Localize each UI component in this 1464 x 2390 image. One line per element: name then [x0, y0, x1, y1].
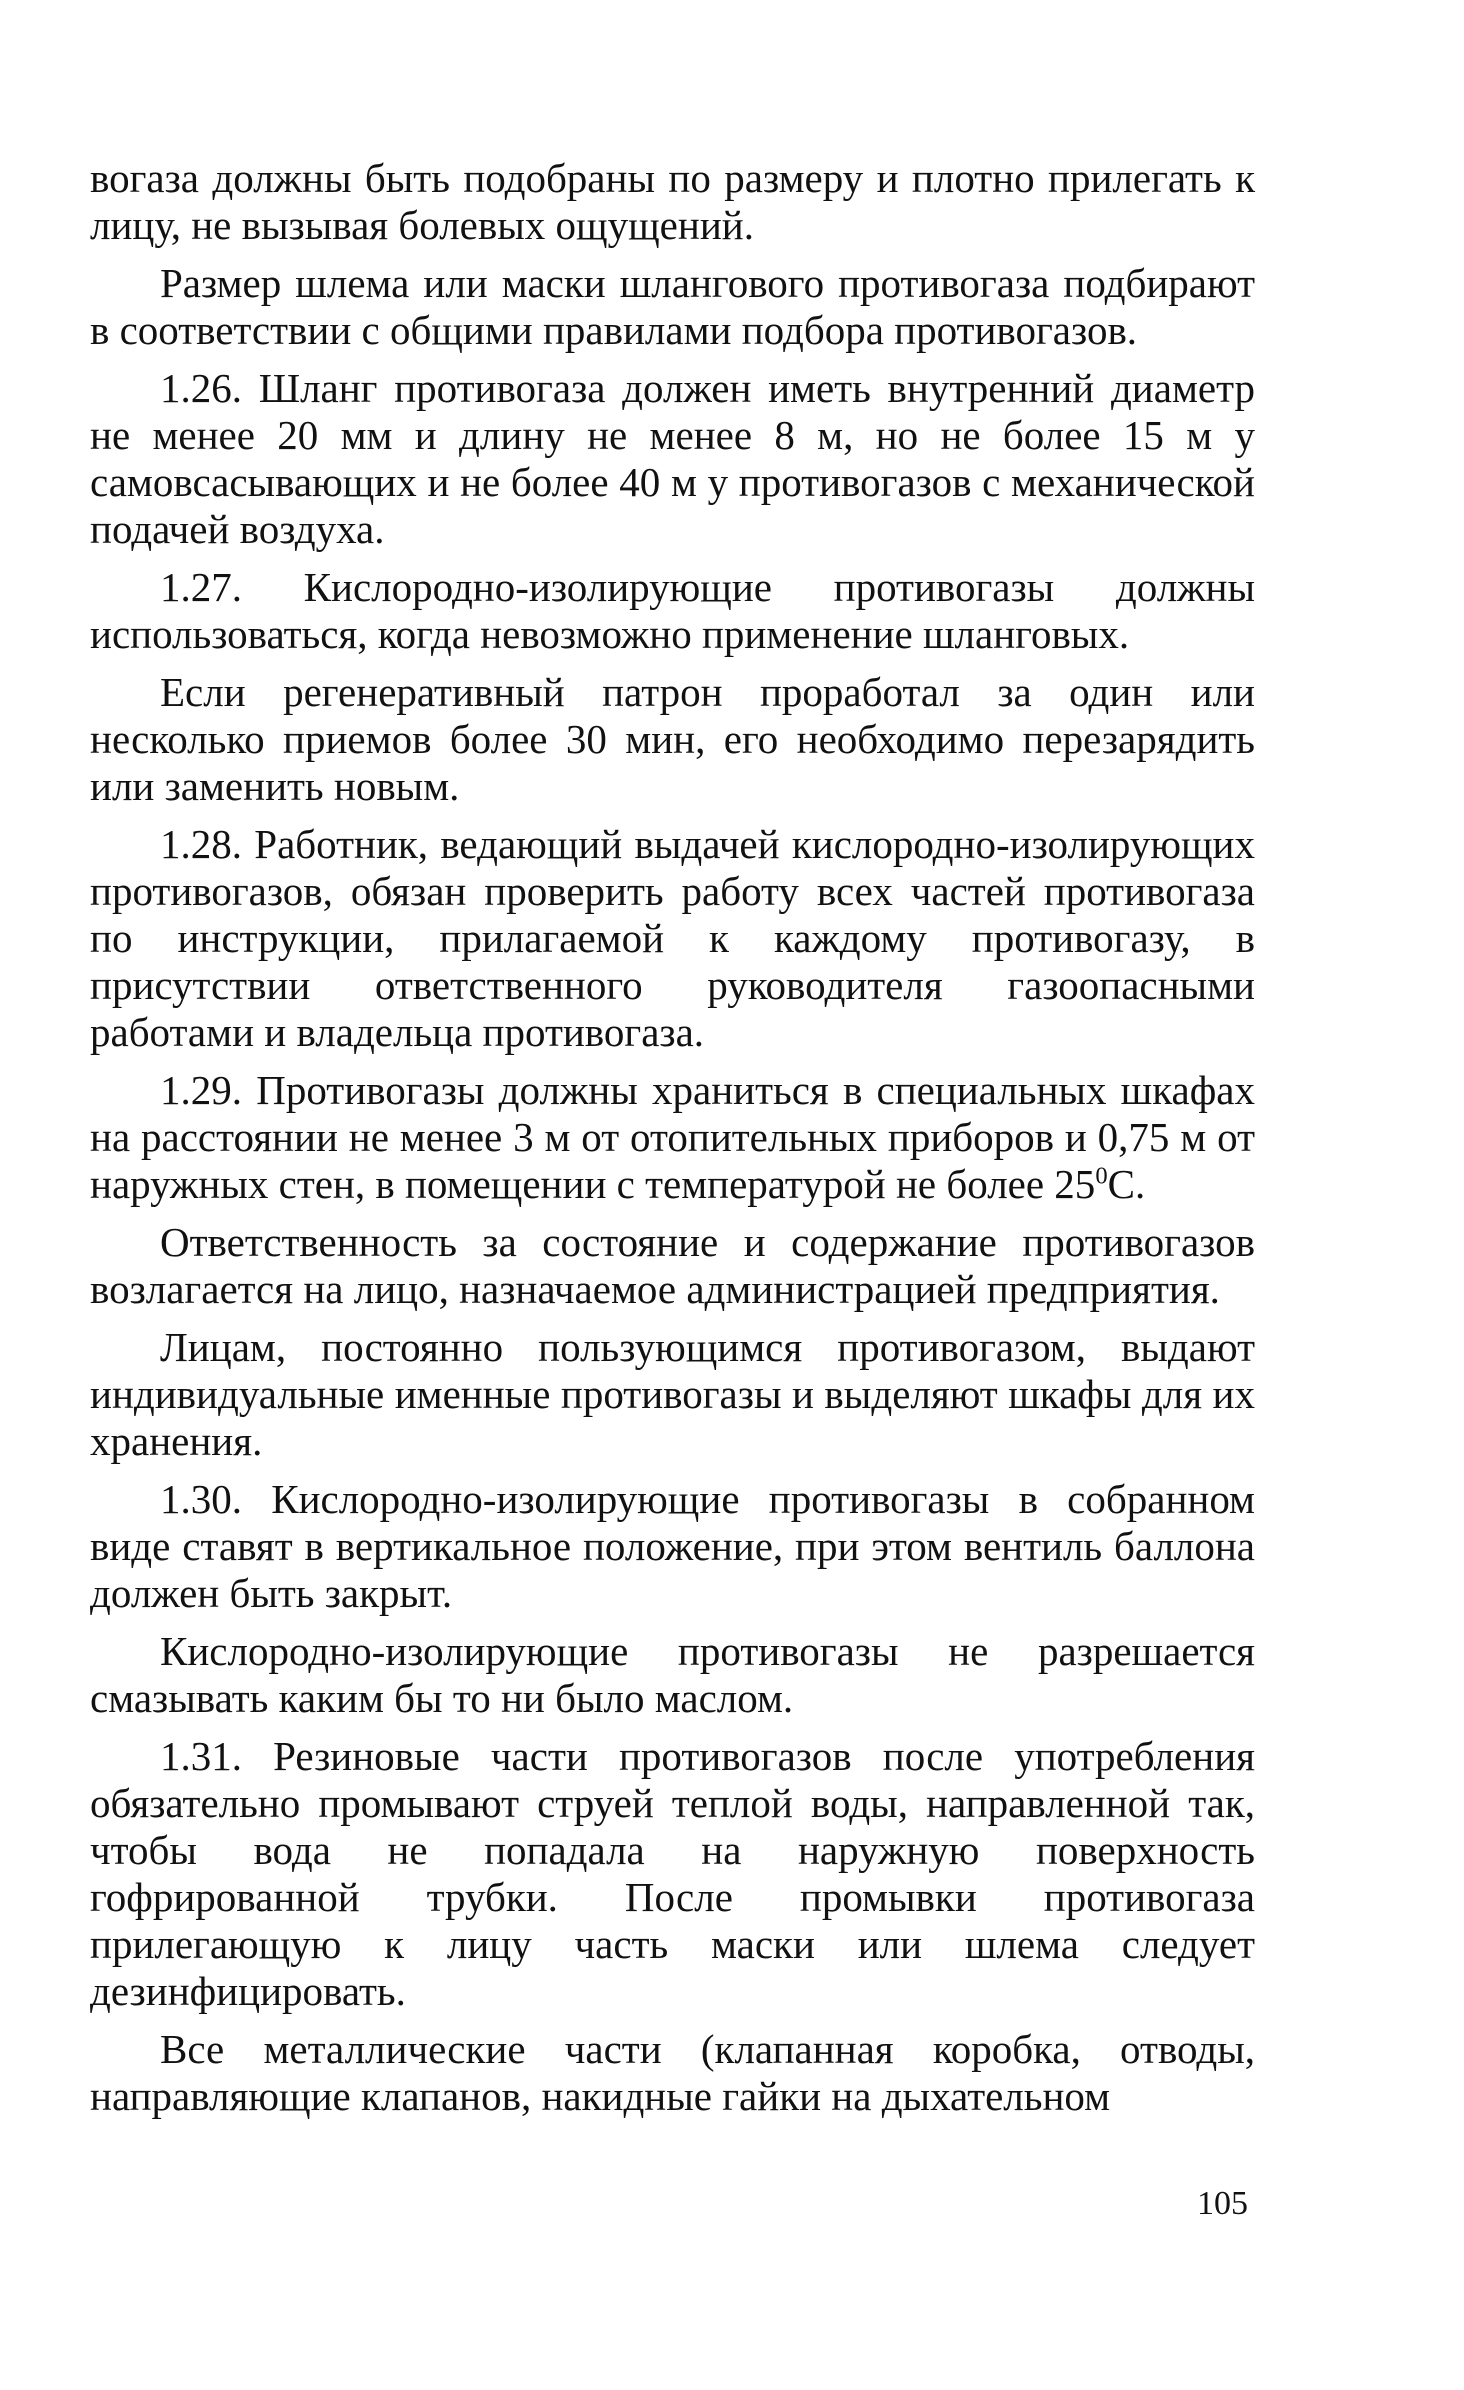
paragraph-1-29-text: 1.29. Противогазы должны храниться в специальных шкафах на расстоянии не менее 3 м от отопительных приборов и 0,75 м от наружных стен, в помещении с температурой не более 25: [90, 1067, 1255, 1207]
temperature-unit: С.: [1107, 1161, 1146, 1207]
paragraph-metal-parts: Все металлические части (клапанная коробка, отводы, направляющие клапанов, накидные гайки на дыхательном: [90, 2026, 1255, 2119]
paragraph-1-29: [90, 1067, 1255, 1208]
paragraph-regenerative-cartridge: Если регенеративный патрон проработал за один или несколько приемов более 30 мин, его необходимо перезарядить или заменить новым.: [90, 669, 1255, 809]
paragraph-helmet-size: Размер шлема или маски шлангового противогаза подбирают в соответствии с общими правилами подбора противогазов.: [90, 260, 1255, 353]
page-body: [90, 155, 1255, 2131]
page-number: 105: [1197, 2185, 1248, 2222]
degree-superscript: 0: [1095, 1162, 1108, 1190]
paragraph-1-31: 1.31. Резиновые части противогазов после употребления обязательно промывают струей теплой воды, направленной так, чтобы вода не попадала на наружную поверхность гофрированной трубки. После промывки противогаза прилегающую к лицу часть маски или шлема следует дезинфицировать.: [90, 1733, 1255, 2014]
paragraph-continuation: вогаза должны быть подобраны по размеру и плотно прилегать к лицу, не вызывая болевых ощущений.: [90, 155, 1255, 248]
paragraph-1-28: 1.28. Работник, ведающий выдачей кислородно-изолирующих противогазов, обязан проверить работу всех частей противогаза по инструкции, прилагаемой к каждому противогазу, в присутствии ответственного руководителя газоопасными работами и владельца противогаза.: [90, 821, 1255, 1055]
paragraph-responsibility: Ответственность за состояние и содержание противогазов возлагается на лицо, назначаемое администрацией предприятия.: [90, 1219, 1255, 1312]
paragraph-1-27: 1.27. Кислородно-изолирующие противогазы должны использоваться, когда невозможно применение шланговых.: [90, 564, 1255, 657]
paragraph-1-26: 1.26. Шланг противогаза должен иметь внутренний диаметр не менее 20 мм и длину не менее 8 м, но не более 15 м у самовсасывающих и не более 40 м у противогазов с механической подачей воздуха.: [90, 365, 1255, 552]
paragraph-1-30: 1.30. Кислородно-изолирующие противогазы в собранном виде ставят в вертикальное положение, при этом вентиль баллона должен быть закрыт.: [90, 1476, 1255, 1616]
paragraph-individual-masks: Лицам, постоянно пользующимся противогазом, выдают индивидуальные именные противогазы и выделяют шкафы для их хранения.: [90, 1324, 1255, 1464]
paragraph-no-oil: Кислородно-изолирующие противогазы не разрешается смазывать каким бы то ни было маслом.: [90, 1628, 1255, 1721]
